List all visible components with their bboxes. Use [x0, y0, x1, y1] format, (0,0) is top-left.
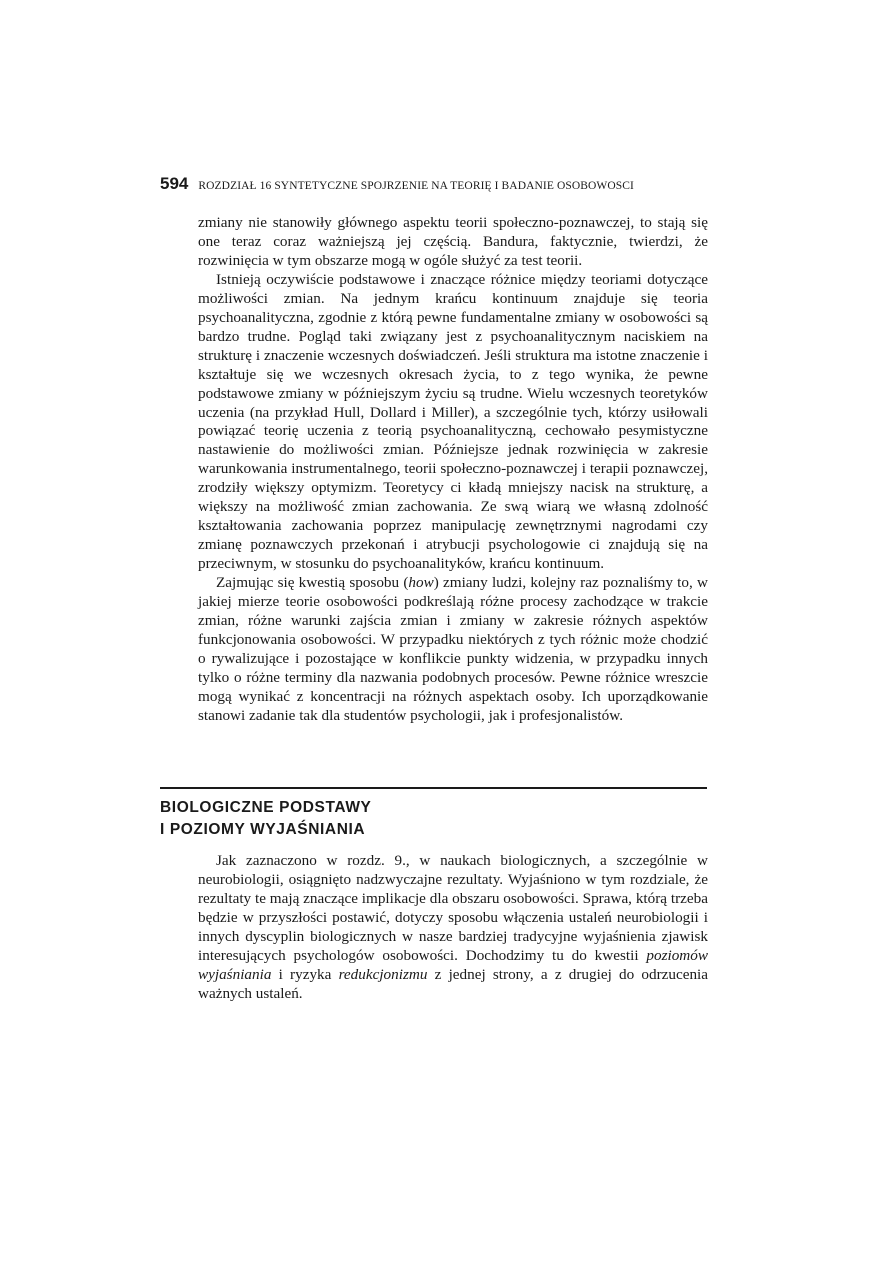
section-heading-line-2: I POZIOMY WYJAŚNIANIA: [160, 821, 366, 838]
text-run: ) zmiany ludzi, kolejny raz poznaliśmy to, w jakiej mierze teorie osobowości podkreślają różne procesy zachodzące w trakcie zmian, różne warunki zajścia zmian i zmiany w zakresie różnych aspektów funkcjonowania osobowości. W przypadku niektórych z tych różnic może chodzić o rywalizujące i pozostające w konflikcie punkty widzenia, w przypadku innych tylko o różne terminy dla nazwania podobnych procesów. Pewne różnice wreszcie mogą wynikać z koncentracji na różnych aspektach osoby. Ich uporządkowanie stanowi zadanie tak dla studentów psychologii, jak i profesjonalistów.: [198, 574, 708, 724]
text-run: Zajmując się kwestią sposobu (: [216, 574, 409, 592]
italic-term: how: [408, 574, 434, 592]
running-head: [160, 174, 720, 196]
page-number: 594: [160, 174, 189, 193]
text-run: z jednej strony, a z drugiej do odrzucenia ważnych ustaleń.: [198, 965, 708, 1002]
section-divider: [160, 787, 707, 789]
section-one-body: [198, 214, 708, 726]
italic-term: poziomów wyjaśniania: [198, 946, 708, 983]
paragraph: [198, 271, 708, 574]
italic-term: redukcjonizmu: [338, 965, 428, 983]
text-run: zmiany nie stanowiły głównego aspektu teorii społeczno-poznawczej, to stają się one teraz coraz ważniejszą jej częścią. Bandura, faktycznie, twierdzi, że rozwinięcia w tym obszarze mogą w ogóle służyć za test teorii.: [198, 214, 708, 269]
section-two-body: [198, 852, 708, 1004]
running-title: ROZDZIAŁ 16 SYNTETYCZNE SPOJRZENIE NA TEORIĘ I BADANIE OSOBOWOSCI: [198, 180, 634, 192]
text-run: i ryzyka: [271, 965, 339, 983]
text-run: Jak zaznaczono w rozdz. 9., w naukach biologicznych, a szczególnie w neurobiologii, osiągnięto nadzwyczajne rezultaty. Wyjaśniono w tym rozdziale, że rezultaty te mają znaczące implikacje dla obszaru osobowości. Sprawa, którą trzeba będzie w przyszłości postawić, dotyczy sposobu włączenia ustaleń neurobiologii i innych dyscyplin biologicznych w nasze bardziej tradycyjne wyjaśnienia zjawisk interesujących psychologów osobowości. Dochodzimy tu do kwestii: [198, 852, 708, 964]
paragraph: [198, 214, 708, 271]
text-run: Istnieją oczywiście podstawowe i znaczące różnice między teoriami dotyczące możliwości zmian. Na jednym krańcu kontinuum znajduje się teoria psychoanalityczna, zgodnie z którą pewne fundamentalne zmiany w osobowości są bardzo trudne. Pogląd taki związany jest z psychoanalitycznym naciskiem na strukturę i znaczenie wczesnych doświadczeń. Jeśli struktura ma istotne znaczenie i kształtuje się we wczesnych okresach życia, to z tego wynika, że pewne podstawowe zmiany w późniejszym życiu są trudne. Wielu wczesnych teoretyków uczenia (na przykład Hull, Dollard i Miller), a szczególnie tych, którzy usiłowali powiązać teorię uczenia z teorią psychoanalityczną, cechowało pesymistyczne nastawienie do możliwości zmian. Późniejsze jednak rozwinięcia w zakresie warunkowania instrumentalnego, teorii społeczno-poznawczej i terapii poznawczej, zrodziły większy optymizm. Teoretycy ci kładą mniejszy nacisk na strukturę, a większy na możliwość zmian zachowania. Ze swą wiarą we własną zdolność kształtowania zachowania poprzez manipulację zewnętrznymi nagrodami czy zmianę poznawczych przekonań i atrybucji psychologowie ci znajdują się na przeciwnym, w stosunku do psychoanalityków, krańcu kontinuum.: [198, 270, 708, 573]
section-heading-line-1: BIOLOGICZNE PODSTAWY: [160, 799, 372, 816]
paragraph: [198, 574, 708, 726]
section-heading: [160, 797, 560, 841]
paragraph: [198, 852, 708, 1004]
